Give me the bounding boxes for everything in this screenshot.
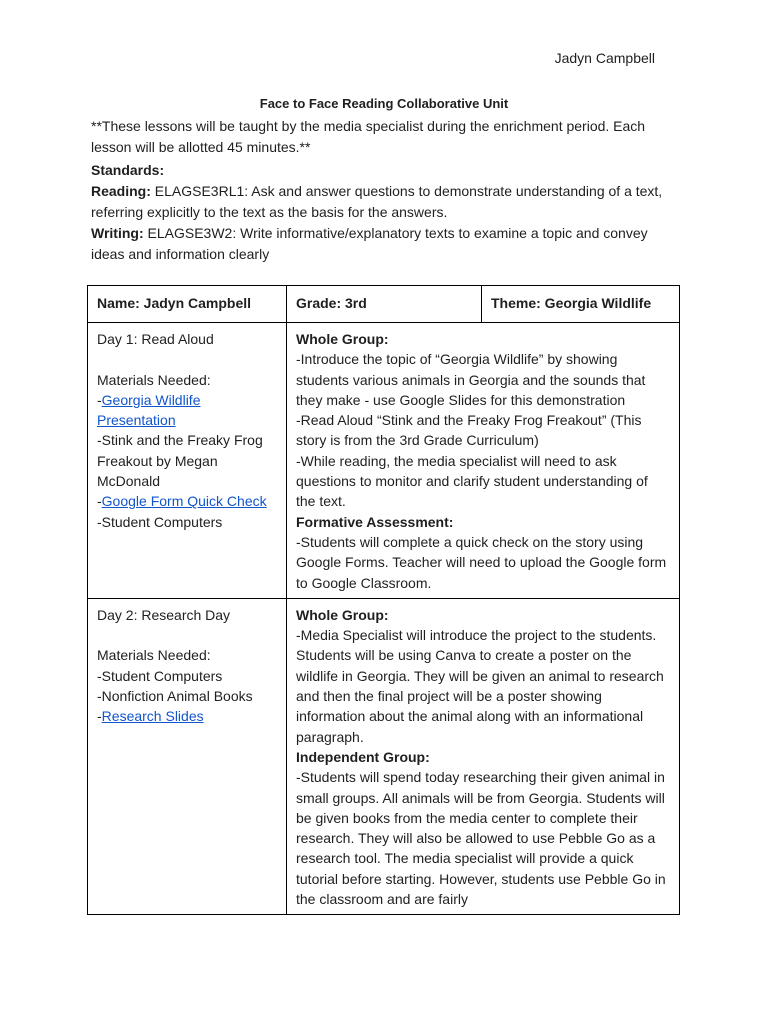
day1-row [88,323,680,599]
reading-label: Reading: [91,183,151,199]
dash: - [97,493,102,510]
georgia-wildlife-presentation-link[interactable]: Georgia Wildlife Presentation [97,391,201,429]
dash: - [97,708,102,725]
day1-materials-label: Materials Needed: [97,371,211,388]
lesson-note: **These lessons will be taught by the media specialist during the enrichment period. Each lesson will be allotted 45 minutes.** [91,118,646,155]
spacer [97,625,278,645]
day1-whole-group-label: Whole Group: [296,331,389,347]
day2-whole-group-text: -Media Specialist will introduce the project to the students. Students will be using Canva to create a poster on the wildlife in Georgia. They will be given an animal to research and then the final project will be a poster showing information about the animal along with an informational paragraph. [296,627,664,745]
table-header-row [88,286,680,323]
day1-whole-group-intro: -Introduce the topic of “Georgia Wildlife” by showing students various animals in Georgia and the sounds that they make - use Google Slides for this demonstration [296,351,646,408]
standards-heading [91,160,681,181]
page-title: Face to Face Reading Collaborative Unit [259,96,509,111]
google-form-quick-check-link[interactable]: Google Form Quick Check [101,493,267,510]
intro-section [91,116,681,265]
writing-standard [91,223,681,265]
writing-text: ELAGSE3W2: Write informative/explanatory texts to examine a topic and convey ideas and information clearly [91,225,648,262]
day1-whole-group-read-aloud: -Read Aloud “Stink and the Freaky Frog Freakout” (This story is from the 3rd Grade Curriculum) [296,412,642,449]
day2-material-books: -Nonfiction Animal Books [97,688,253,705]
reading-standard [91,181,681,223]
author-name: Jadyn Campbell [554,50,655,66]
theme-cell: Theme: Georgia Wildlife [482,286,680,323]
writing-label: Writing: [91,225,144,241]
day1-formative-text: -Students will complete a quick check on the story using Google Forms. Teacher will need to upload the Google form to Google Classroom. [296,533,667,591]
day1-formative-label: Formative Assessment: [296,513,454,530]
day2-title: Day 2: Research Day [97,606,231,623]
day1-materials-cell [88,323,287,599]
day1-material-book: -Stink and the Freaky Frog Freakout by Megan McDonald [97,432,263,490]
day1-activities-cell [287,323,680,599]
dash: - [97,391,102,408]
day1-material-computers: -Student Computers [97,513,223,530]
day2-materials-cell [88,598,287,914]
lesson-plan-table [87,285,680,915]
research-slides-link[interactable]: Research Slides [101,708,204,725]
grade-cell: Grade: 3rd [287,286,482,323]
day1-material-quick-check [97,491,278,511]
day2-materials-label: Materials Needed: [97,647,211,664]
day2-independent-text: -Students will spend today researching their given animal in small groups. All animals will be from Georgia. Students will be given books from the media center to complete their research. They will also be allowed to use Pebble Go as a research tool. The media specialist will provide a quick tutorial before starting. However, students use Pebble Go in the classroom and are fairly [296,769,666,908]
day2-row [88,598,680,914]
day1-title: Day 1: Read Aloud [97,331,214,347]
day2-activities-cell [287,598,680,914]
day2-independent-label: Independent Group: [296,748,430,765]
spacer [97,349,278,369]
reading-text: ELAGSE3RL1: Ask and answer questions to demonstrate understanding of a text, referring explicitly to the text as the basis for the answers. [91,183,663,220]
name-cell: Name: Jadyn Campbell [88,286,287,323]
standards-label: Standards: [91,162,165,178]
day1-whole-group-questions: -While reading, the media specialist will need to ask questions to monitor and clarify student understanding of the text. [296,452,648,510]
day2-material-computers: -Student Computers [97,667,223,684]
day1-material-presentation [97,390,278,431]
day2-whole-group-label: Whole Group: [296,606,389,623]
day2-material-slides [97,706,278,726]
